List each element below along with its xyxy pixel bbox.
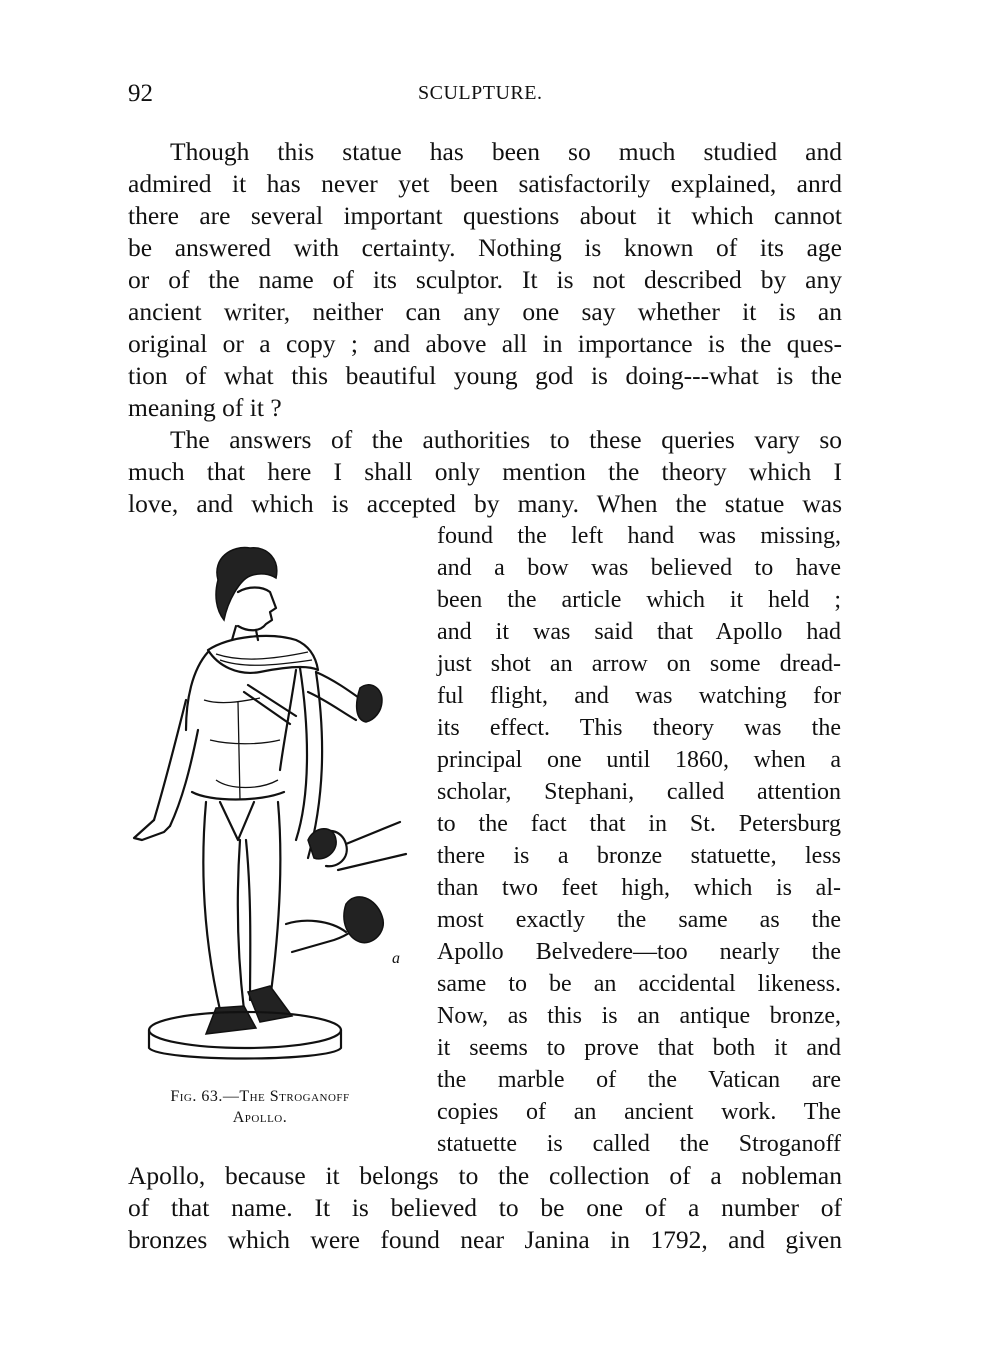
text-line: of that name. It is believed to be one of a number of [128,1193,842,1222]
text-line: and it was said that Apollo had [437,619,841,645]
text-line: statuette is called the Stroganoff [437,1131,841,1157]
text-line: ancient writer, neither can any one say whether it is an [128,297,842,326]
text-line: Apollo, because it belongs to the collection of a nobleman [128,1161,842,1190]
text-line: just shot an arrow on some dread- [437,651,841,677]
text-line: there are several important questions about it which cannot [128,201,842,230]
text-line: most exactly the same as the [437,907,841,933]
text-line: Apollo Belvedere—too nearly the [437,939,841,965]
statue-left-sandal [206,1006,256,1034]
statue-right-sandal [248,986,292,1022]
text-line: Now, as this is an antique bronze, [437,1003,841,1029]
text-line: bronzes which were found near Janina in 1792, and given [128,1225,842,1254]
statue-plinth-side [149,1030,341,1059]
statue-hair [216,548,277,620]
detail-label: a [392,950,400,967]
text-line: Though this statue has been so much studied and [170,137,842,166]
text-line: much that here I shall only mention the theory which I [128,457,842,486]
text-line: ful flight, and was watching for [437,683,841,709]
text-line: love, and which is accepted by many. When the statue was [128,489,842,518]
text-line: and a bow was believed to have [437,555,841,581]
text-line: principal one until 1860, when a [437,747,841,773]
text-line: tion of what this beautiful young god is doing---what is the [128,361,842,390]
text-line: copies of an ancient work. The [437,1099,841,1125]
text-line: than two feet high, which is al- [437,875,841,901]
statue-cloak [208,636,318,673]
text-line: the marble of the Vatican are [437,1067,841,1093]
statue-face [238,588,276,631]
text-line: same to be an accidental likeness. [437,971,841,997]
text-line: or of the name of its sculptor. It is not described by any [128,265,842,294]
figure-stroganoff-apollo [120,540,420,1070]
running-head: SCULPTURE. [418,82,543,104]
text-line: be answered with certainty. Nothing is known of its age [128,233,842,262]
page-number: 92 [128,80,153,107]
text-line: The answers of the authorities to these queries vary so [170,425,842,454]
figure-caption [120,1086,400,1128]
text-line: found the left hand was missing, [437,523,841,549]
bow-fragment [357,685,382,722]
statue-right-hand [134,820,170,840]
text-line: it seems to prove that both it and [437,1035,841,1061]
text-line: been the article which it held ; [437,587,841,613]
apollo-statue-illustration [120,540,420,1070]
text-line: original or a copy ; and above all in importance is the ques- [128,329,842,358]
text-line: there is a bronze statuette, less [437,843,841,869]
text-line: its effect. This theory was the [437,715,841,741]
caption-line-2: Apollo. [232,1109,288,1126]
text-line: to the fact that in St. Petersburg [437,811,841,837]
text-line: admired it has never yet been satisfactorily explained, anrd [128,169,842,198]
caption-line-1: Fig. 63.—The Stroganoff [170,1088,350,1105]
text-line: scholar, Stephani, called attention [437,779,841,805]
text-line: meaning of it ? [128,393,282,422]
